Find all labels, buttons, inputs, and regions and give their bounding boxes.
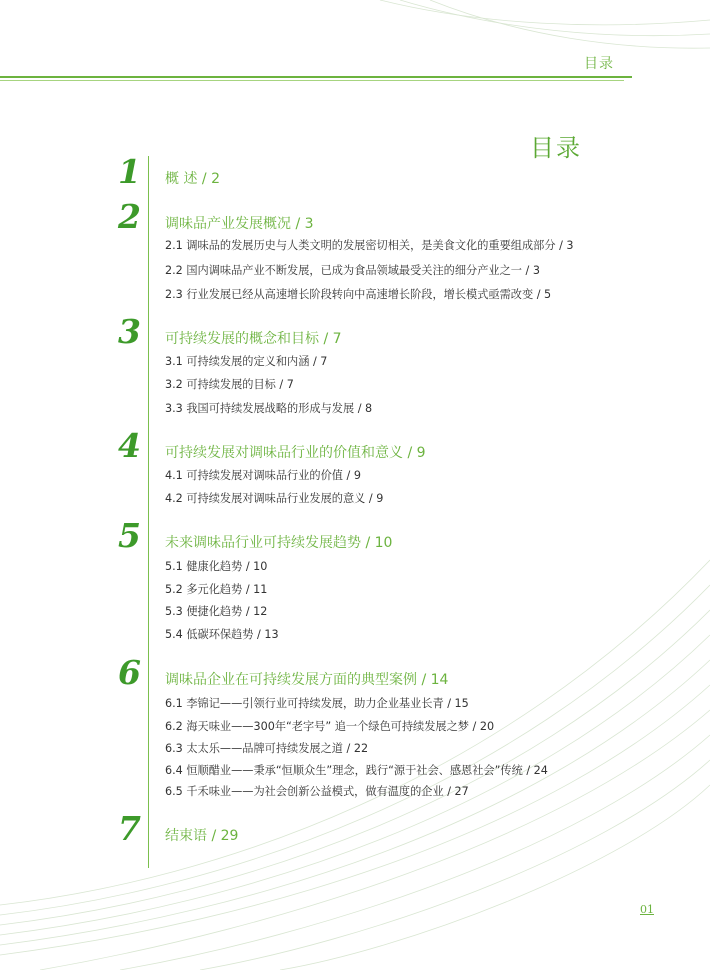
- toc-item-6-2[interactable]: 6.2 海天味业——300年“老字号” 追一个绿色可持续发展之梦 / 20: [165, 720, 495, 733]
- section-number-2: 2: [118, 197, 141, 236]
- toc-item-6-1[interactable]: 6.1 李锦记——引领行业可持续发展，助力企业基业长青 / 15: [165, 697, 469, 710]
- section-number-7: 7: [118, 809, 141, 848]
- section-title-2[interactable]: 调味品产业发展概况 / 3: [165, 216, 314, 232]
- toc-item-6-5[interactable]: 6.5 千禾味业——为社会创新公益模式，做有温度的企业 / 27: [165, 785, 469, 798]
- section-number-6: 6: [118, 653, 141, 692]
- toc-item-3-1[interactable]: 3.1 可持续发展的定义和内涵 / 7: [165, 355, 328, 368]
- toc-vertical-line: [148, 156, 149, 868]
- toc-item-4-1[interactable]: 4.1 可持续发展对调味品行业的价值 / 9: [165, 469, 361, 482]
- toc-item-2-1[interactable]: 2.1 调味品的发展历史与人类文明的发展密切相关，是美食文化的重要组成部分 / 3: [165, 239, 574, 252]
- toc-item-3-3[interactable]: 3.3 我国可持续发展战略的形成与发展 / 8: [165, 402, 373, 415]
- page-title: 目录: [530, 134, 582, 162]
- toc-item-6-4[interactable]: 6.4 恒顺醋业——秉承“恒顺众生”理念，践行“源于社会、感恩社会”传统 / 24: [165, 764, 548, 777]
- toc-item-5-1[interactable]: 5.1 健康化趋势 / 10: [165, 560, 268, 573]
- toc-item-4-2[interactable]: 4.2 可持续发展对调味品行业发展的意义 / 9: [165, 492, 384, 505]
- header-label: 目录: [584, 56, 614, 72]
- section-number-3: 3: [118, 312, 141, 351]
- toc-item-2-3[interactable]: 2.3 行业发展已经从高速增长阶段转向中高速增长阶段，增长模式亟需改变 / 5: [165, 288, 552, 301]
- header-rule: [0, 76, 632, 78]
- toc-item-5-4[interactable]: 5.4 低碳环保趋势 / 13: [165, 628, 279, 641]
- toc-item-5-2[interactable]: 5.2 多元化趋势 / 11: [165, 583, 268, 596]
- section-title-3[interactable]: 可持续发展的概念和目标 / 7: [165, 331, 342, 347]
- toc-item-6-3[interactable]: 6.3 太太乐——品牌可持续发展之道 / 22: [165, 742, 369, 755]
- section-number-4: 4: [118, 426, 141, 465]
- page-number: 01: [640, 903, 654, 916]
- section-number-1: 1: [118, 152, 141, 191]
- section-title-7[interactable]: 结束语 / 29: [165, 828, 239, 844]
- header-rule-thin: [0, 80, 624, 81]
- toc-item-3-2[interactable]: 3.2 可持续发展的目标 / 7: [165, 378, 294, 391]
- section-number-5: 5: [118, 516, 141, 555]
- section-title-4[interactable]: 可持续发展对调味品行业的价值和意义 / 9: [165, 445, 426, 461]
- section-title-5[interactable]: 未来调味品行业可持续发展趋势 / 10: [165, 535, 393, 551]
- section-title-6[interactable]: 调味品企业在可持续发展方面的典型案例 / 14: [165, 672, 449, 688]
- toc-item-2-2[interactable]: 2.2 国内调味品产业不断发展，已成为食品领域最受关注的细分产业之一 / 3: [165, 264, 540, 277]
- section-title-1[interactable]: 概 述 / 2: [165, 171, 220, 187]
- toc-item-5-3[interactable]: 5.3 便捷化趋势 / 12: [165, 605, 268, 618]
